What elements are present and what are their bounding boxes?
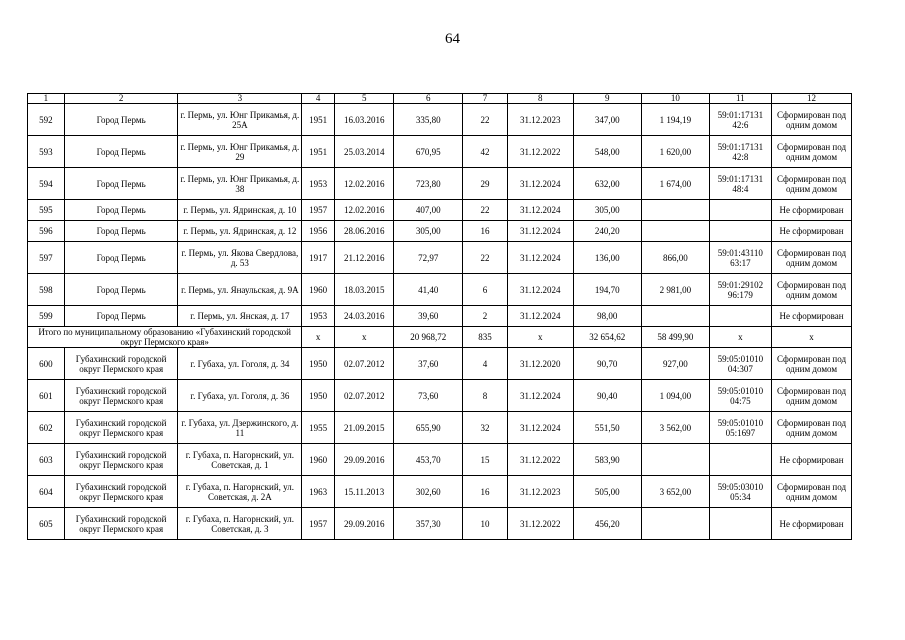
table-cell-col-2: Город Пермь: [64, 306, 178, 327]
table-cell-col-5: 28.06.2016: [335, 221, 394, 242]
table-row: [28, 200, 852, 221]
table-row: [28, 136, 852, 168]
table-cell-col-1: 595: [28, 200, 65, 221]
table-row: [28, 412, 852, 444]
table-cell-col-4: 1957: [302, 508, 335, 540]
column-number-5: 5: [335, 94, 394, 104]
table-cell-col-12: Не сформирован: [772, 221, 852, 242]
table-cell-col-11: 59:01:43110 63:17: [709, 242, 771, 274]
table-cell-col-1: 596: [28, 221, 65, 242]
table-cell-col-6: 73,60: [394, 380, 463, 412]
table-cell-col-7: 42: [462, 136, 507, 168]
table-cell-col-9: 505,00: [573, 476, 642, 508]
column-number-9: 9: [573, 94, 642, 104]
column-number-11: 11: [709, 94, 771, 104]
table-cell-col-3: г. Пермь, ул. Юнг Прикамья, д. 38: [178, 168, 302, 200]
table-cell-col-11: 59:05:01010 05:1697: [709, 412, 771, 444]
table-cell-col-12: Сформирован под одним домом: [772, 274, 852, 306]
table-cell-col-11: [709, 306, 771, 327]
table-cell-col-3: г. Губаха, ул. Гоголя, д. 36: [178, 380, 302, 412]
table-cell-col-9: 240,20: [573, 221, 642, 242]
table-cell-col-2: Губахинский городской округ Пермского края: [64, 444, 178, 476]
table-cell-col-7: 32: [462, 412, 507, 444]
table-cell-col-7: 22: [462, 242, 507, 274]
table-cell-col-10: 3 652,00: [642, 476, 710, 508]
page-number: 64: [445, 31, 460, 47]
table-cell-col-8: 31.12.2022: [508, 508, 574, 540]
table-cell-col-6: 37,60: [394, 348, 463, 380]
table-cell-col-11: 59:01:17131 42:8: [709, 136, 771, 168]
table-cell-col-10: 1 194,19: [642, 104, 710, 136]
table-cell-col-9: 136,00: [573, 242, 642, 274]
table-cell-col-9: 583,90: [573, 444, 642, 476]
table-cell-col-5: 12.02.2016: [335, 200, 394, 221]
total-cell: 32 654,62: [573, 327, 642, 348]
table-cell-col-9: 90,40: [573, 380, 642, 412]
table-cell-col-10: 3 562,00: [642, 412, 710, 444]
table-cell-col-6: 453,70: [394, 444, 463, 476]
table-cell-col-10: 2 981,00: [642, 274, 710, 306]
table-cell-col-10: [642, 444, 710, 476]
table-cell-col-4: 1951: [302, 104, 335, 136]
table-cell-col-11: 59:01:29102 96:179: [709, 274, 771, 306]
total-cell: x: [772, 327, 852, 348]
column-number-3: 3: [178, 94, 302, 104]
table-cell-col-12: Не сформирован: [772, 200, 852, 221]
total-label: Итого по муниципальному образованию «Губахинский городской округ Пермского края»: [28, 327, 302, 348]
table-cell-col-2: Губахинский городской округ Пермского края: [64, 412, 178, 444]
table-row: [28, 168, 852, 200]
table-cell-col-11: [709, 200, 771, 221]
total-cell: 20 968,72: [394, 327, 463, 348]
table-cell-col-7: 22: [462, 200, 507, 221]
column-number-1: 1: [28, 94, 65, 104]
table-cell-col-8: 31.12.2024: [508, 412, 574, 444]
table-cell-col-5: 24.03.2016: [335, 306, 394, 327]
table-cell-col-8: 31.12.2020: [508, 348, 574, 380]
table-cell-col-6: 305,00: [394, 221, 463, 242]
table-cell-col-12: Сформирован под одним домом: [772, 168, 852, 200]
table-cell-col-5: 16.03.2016: [335, 104, 394, 136]
table-cell-col-8: 31.12.2022: [508, 136, 574, 168]
table-cell-col-7: 22: [462, 104, 507, 136]
table-cell-col-7: 6: [462, 274, 507, 306]
table-row: [28, 508, 852, 540]
total-row: [28, 327, 852, 348]
table-cell-col-9: 90,70: [573, 348, 642, 380]
table-cell-col-4: 1960: [302, 274, 335, 306]
table-row: [28, 380, 852, 412]
table-cell-col-8: 31.12.2024: [508, 200, 574, 221]
table-cell-col-12: Сформирован под одним домом: [772, 104, 852, 136]
table-cell-col-1: 600: [28, 348, 65, 380]
table-cell-col-10: 1 094,00: [642, 380, 710, 412]
table-cell-col-2: Город Пермь: [64, 274, 178, 306]
table-cell-col-2: Губахинский городской округ Пермского края: [64, 380, 178, 412]
table-cell-col-9: 194,70: [573, 274, 642, 306]
table-cell-col-9: 551,50: [573, 412, 642, 444]
table-cell-col-6: 41,40: [394, 274, 463, 306]
table-cell-col-1: 604: [28, 476, 65, 508]
table-cell-col-7: 16: [462, 476, 507, 508]
table-cell-col-4: 1953: [302, 306, 335, 327]
table-row: [28, 306, 852, 327]
table-cell-col-2: Город Пермь: [64, 242, 178, 274]
table-cell-col-11: 59:05:01010 04:307: [709, 348, 771, 380]
table-cell-col-1: 594: [28, 168, 65, 200]
table-cell-col-8: 31.12.2024: [508, 168, 574, 200]
table-cell-col-9: 632,00: [573, 168, 642, 200]
table-cell-col-12: Не сформирован: [772, 508, 852, 540]
table-cell-col-5: 02.07.2012: [335, 380, 394, 412]
table-cell-col-10: [642, 306, 710, 327]
table-cell-col-5: 29.09.2016: [335, 508, 394, 540]
table-row: [28, 221, 852, 242]
table-cell-col-1: 593: [28, 136, 65, 168]
table-cell-col-10: 866,00: [642, 242, 710, 274]
table-cell-col-9: 456,20: [573, 508, 642, 540]
table-cell-col-1: 597: [28, 242, 65, 274]
table-cell-col-11: 59:05:03010 05:34: [709, 476, 771, 508]
column-number-10: 10: [642, 94, 710, 104]
total-cell: x: [709, 327, 771, 348]
total-cell: x: [302, 327, 335, 348]
table-cell-col-12: Сформирован под одним домом: [772, 476, 852, 508]
column-number-2: 2: [64, 94, 178, 104]
table-cell-col-4: 1951: [302, 136, 335, 168]
total-cell: 835: [462, 327, 507, 348]
table-cell-col-1: 603: [28, 444, 65, 476]
table-cell-col-2: Город Пермь: [64, 168, 178, 200]
table-cell-col-4: 1955: [302, 412, 335, 444]
table-cell-col-12: Сформирован под одним домом: [772, 242, 852, 274]
table-cell-col-8: 31.12.2024: [508, 242, 574, 274]
table-cell-col-5: 29.09.2016: [335, 444, 394, 476]
table-cell-col-5: 12.02.2016: [335, 168, 394, 200]
table-cell-col-5: 25.03.2014: [335, 136, 394, 168]
table-cell-col-6: 407,00: [394, 200, 463, 221]
table-cell-col-11: 59:01:17131 42:6: [709, 104, 771, 136]
table-cell-col-6: 723,80: [394, 168, 463, 200]
table-cell-col-8: 31.12.2024: [508, 306, 574, 327]
table-cell-col-2: Город Пермь: [64, 200, 178, 221]
table-cell-col-3: г. Губаха, ул. Гоголя, д. 34: [178, 348, 302, 380]
table-cell-col-2: Город Пермь: [64, 104, 178, 136]
table-cell-col-3: г. Пермь, ул. Ядринская, д. 10: [178, 200, 302, 221]
table-cell-col-1: 598: [28, 274, 65, 306]
housing-register-table: [27, 93, 852, 540]
table-cell-col-10: [642, 221, 710, 242]
total-cell: 58 499,90: [642, 327, 710, 348]
table-cell-col-2: Губахинский городской округ Пермского края: [64, 476, 178, 508]
table-cell-col-3: г. Пермь, ул. Юнг Прикамья, д. 25А: [178, 104, 302, 136]
table-cell-col-8: 31.12.2022: [508, 444, 574, 476]
table-cell-col-12: Не сформирован: [772, 444, 852, 476]
table-row: [28, 348, 852, 380]
table-cell-col-6: 655,90: [394, 412, 463, 444]
table-body: [28, 104, 852, 540]
table-cell-col-1: 601: [28, 380, 65, 412]
table-cell-col-1: 605: [28, 508, 65, 540]
table-cell-col-1: 599: [28, 306, 65, 327]
table-cell-col-4: 1963: [302, 476, 335, 508]
table-cell-col-12: Сформирован под одним домом: [772, 348, 852, 380]
table-cell-col-4: 1960: [302, 444, 335, 476]
table-cell-col-5: 15.11.2013: [335, 476, 394, 508]
table-cell-col-3: г. Пермь, ул. Янаульская, д. 9А: [178, 274, 302, 306]
table-cell-col-4: 1950: [302, 348, 335, 380]
table-cell-col-10: [642, 508, 710, 540]
table-cell-col-7: 16: [462, 221, 507, 242]
table-cell-col-5: 18.03.2015: [335, 274, 394, 306]
table-cell-col-3: г. Губаха, п. Нагорнский, ул. Советская, д. 1: [178, 444, 302, 476]
table-row: [28, 444, 852, 476]
table-cell-col-12: Не сформирован: [772, 306, 852, 327]
table-cell-col-12: Сформирован под одним домом: [772, 380, 852, 412]
table-cell-col-1: 592: [28, 104, 65, 136]
table-cell-col-9: 548,00: [573, 136, 642, 168]
table-cell-col-7: 15: [462, 444, 507, 476]
table-cell-col-3: г. Пермь, ул. Якова Свердлова, д. 53: [178, 242, 302, 274]
table-cell-col-11: [709, 444, 771, 476]
table-cell-col-4: 1956: [302, 221, 335, 242]
table-cell-col-10: 1 674,00: [642, 168, 710, 200]
table-cell-col-2: Город Пермь: [64, 136, 178, 168]
table-cell-col-3: г. Губаха, ул. Дзержинского, д. 11: [178, 412, 302, 444]
table-cell-col-8: 31.12.2024: [508, 274, 574, 306]
column-number-6: 6: [394, 94, 463, 104]
table-cell-col-3: г. Пермь, ул. Янская, д. 17: [178, 306, 302, 327]
table-cell-col-11: 59:05:01010 04:75: [709, 380, 771, 412]
table-cell-col-7: 2: [462, 306, 507, 327]
table-cell-col-12: Сформирован под одним домом: [772, 136, 852, 168]
table-cell-col-3: г. Губаха, п. Нагорнский, ул. Советская, д. 2А: [178, 476, 302, 508]
table-cell-col-9: 347,00: [573, 104, 642, 136]
table-cell-col-5: 21.09.2015: [335, 412, 394, 444]
table-cell-col-6: 357,30: [394, 508, 463, 540]
table-cell-col-8: 31.12.2024: [508, 380, 574, 412]
table-cell-col-3: г. Пермь, ул. Ядринская, д. 12: [178, 221, 302, 242]
table-row: [28, 242, 852, 274]
column-number-row: [28, 94, 852, 104]
table-cell-col-8: 31.12.2024: [508, 221, 574, 242]
table-cell-col-8: 31.12.2023: [508, 476, 574, 508]
table-cell-col-10: 927,00: [642, 348, 710, 380]
table-row: [28, 104, 852, 136]
table-cell-col-11: 59:01:17131 48:4: [709, 168, 771, 200]
table-cell-col-10: [642, 200, 710, 221]
table-cell-col-4: 1950: [302, 380, 335, 412]
column-number-8: 8: [508, 94, 574, 104]
total-cell: x: [508, 327, 574, 348]
table-cell-col-9: 98,00: [573, 306, 642, 327]
table-cell-col-6: 39,60: [394, 306, 463, 327]
total-cell: x: [335, 327, 394, 348]
table-row: [28, 476, 852, 508]
table-cell-col-2: Губахинский городской округ Пермского края: [64, 348, 178, 380]
table-cell-col-4: 1953: [302, 168, 335, 200]
table-cell-col-12: Сформирован под одним домом: [772, 412, 852, 444]
column-number-7: 7: [462, 94, 507, 104]
table-cell-col-11: [709, 221, 771, 242]
table-cell-col-8: 31.12.2023: [508, 104, 574, 136]
table-cell-col-11: [709, 508, 771, 540]
column-number-4: 4: [302, 94, 335, 104]
table-cell-col-5: 21.12.2016: [335, 242, 394, 274]
table-cell-col-4: 1957: [302, 200, 335, 221]
table-cell-col-3: г. Губаха, п. Нагорнский, ул. Советская, д. 3: [178, 508, 302, 540]
table-cell-col-2: Губахинский городской округ Пермского края: [64, 508, 178, 540]
table-cell-col-2: Город Пермь: [64, 221, 178, 242]
table-cell-col-6: 670,95: [394, 136, 463, 168]
table-cell-col-5: 02.07.2012: [335, 348, 394, 380]
table-cell-col-3: г. Пермь, ул. Юнг Прикамья, д. 29: [178, 136, 302, 168]
table-cell-col-10: 1 620,00: [642, 136, 710, 168]
table-cell-col-7: 4: [462, 348, 507, 380]
column-number-12: 12: [772, 94, 852, 104]
table-cell-col-6: 72,97: [394, 242, 463, 274]
table-row: [28, 274, 852, 306]
table-cell-col-7: 10: [462, 508, 507, 540]
table-cell-col-4: 1917: [302, 242, 335, 274]
table-cell-col-9: 305,00: [573, 200, 642, 221]
table-cell-col-7: 8: [462, 380, 507, 412]
table-cell-col-6: 302,60: [394, 476, 463, 508]
table-cell-col-1: 602: [28, 412, 65, 444]
table-cell-col-6: 335,80: [394, 104, 463, 136]
table-cell-col-7: 29: [462, 168, 507, 200]
